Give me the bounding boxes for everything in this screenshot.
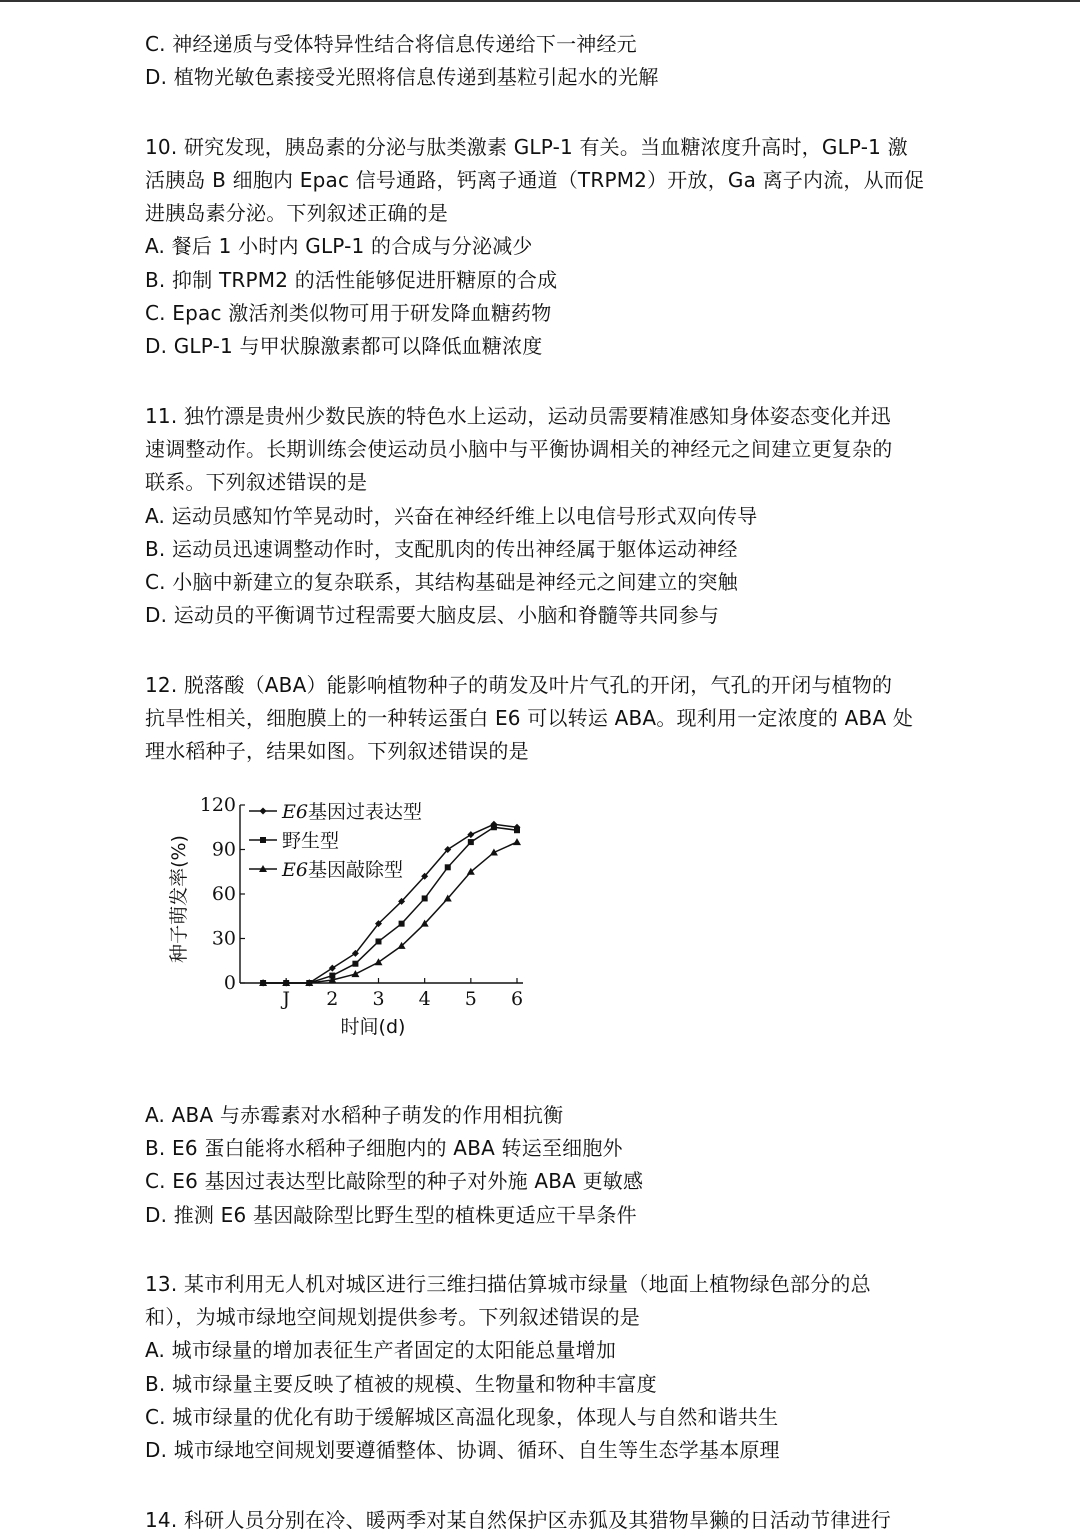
legend-label-prefix: E6 bbox=[282, 858, 308, 881]
x-tick-label: 3 bbox=[372, 987, 385, 1010]
q9-option-d: D. 植物光敏色素接受光照将信息传递到基粒引起水的光解 bbox=[145, 65, 659, 90]
legend-label bbox=[281, 859, 403, 881]
data-point bbox=[375, 958, 383, 965]
data-point bbox=[468, 839, 474, 845]
q13-option-c: C. 城市绿量的优化有助于缓解城区高温化现象，体现人与自然和谐共生 bbox=[145, 1405, 779, 1430]
data-point bbox=[422, 895, 428, 901]
y-tick-label: 0 bbox=[223, 971, 236, 994]
x-tick-label: 5 bbox=[464, 987, 477, 1010]
q10-stem-line: 进胰岛素分泌。下列叙述正确的是 bbox=[145, 201, 448, 226]
q11-option-a: A. 运动员感知竹竿晃动时，兴奋在神经纤维上以电信号形式双向传导 bbox=[145, 503, 758, 528]
question-12 bbox=[145, 669, 975, 1232]
q13-option-a: A. 城市绿量的增加表征生产者固定的太阳能总量增加 bbox=[145, 1338, 617, 1363]
data-point bbox=[376, 938, 382, 944]
q10-option-c: C. Epac 激活剂类似物可用于研发降血糖药物 bbox=[145, 301, 552, 326]
legend-marker bbox=[260, 837, 266, 843]
legend-label-suffix: 基因敲除型 bbox=[307, 858, 403, 881]
q10-stem-line: 活胰岛 B 细胞内 Epac 信号通路，钙离子通道（TRPM2）开放，Ga 离子内流，从而促 bbox=[145, 167, 925, 192]
y-axis-label: 种子萌发率(%) bbox=[168, 834, 190, 963]
q14-stem-line: 14. 科研人员分别在冷、暖两季对某自然保护区赤狐及其猎物旱獭的日活动节律进行 bbox=[145, 1507, 891, 1532]
data-point bbox=[491, 824, 497, 830]
x-tick-label: 4 bbox=[418, 987, 431, 1010]
data-point bbox=[445, 864, 451, 870]
legend-label-suffix: 野生型 bbox=[282, 829, 340, 852]
q11-stem-line: 速调整动作。长期训练会使运动员小脑中与平衡协调相关的神经元之间建立更复杂的 bbox=[145, 436, 893, 461]
q12-option-b: B. E6 蛋白能将水稻种子细胞内的 ABA 转运至细胞外 bbox=[145, 1135, 623, 1160]
q12-stem-line: 理水稻种子，结果如图。下列叙述错误的是 bbox=[145, 739, 529, 764]
legend-label-suffix: 基因过表达型 bbox=[307, 800, 422, 823]
q13-option-b: B. 城市绿量主要反映了植被的规模、生物量和物种丰富度 bbox=[145, 1371, 657, 1396]
q11-stem-line: 联系。下列叙述错误的是 bbox=[145, 470, 368, 495]
data-point bbox=[399, 920, 405, 926]
legend-marker bbox=[260, 807, 267, 814]
exam-page bbox=[145, 28, 975, 1537]
x-tick-label: J bbox=[282, 987, 290, 1010]
q11-option-c: C. 小脑中新建立的复杂联系，其结构基础是神经元之间建立的突触 bbox=[145, 570, 738, 595]
data-point bbox=[513, 838, 521, 845]
y-tick-label: 60 bbox=[211, 882, 236, 905]
germination-chart-svg bbox=[145, 791, 565, 1091]
top-border-line bbox=[0, 0, 1080, 2]
q12-stem-line: 抗旱性相关，细胞膜上的一种转运蛋白 E6 可以转运 ABA。现利用一定浓度的 ABA 处 bbox=[145, 706, 914, 731]
x-tick-label: 2 bbox=[326, 987, 339, 1010]
q10-option-a: A. 餐后 1 小时内 GLP-1 的合成与分泌减少 bbox=[145, 234, 533, 259]
y-tick-label: 30 bbox=[211, 927, 236, 950]
y-tick-label: 90 bbox=[211, 838, 236, 861]
question-10 bbox=[145, 131, 975, 364]
data-point bbox=[352, 960, 358, 966]
q13-stem-line: 和），为城市绿地空间规划提供参考。下列叙述错误的是 bbox=[145, 1305, 640, 1330]
legend-label bbox=[282, 830, 339, 852]
legend-label-prefix: E6 bbox=[282, 800, 308, 823]
q12-option-c: C. E6 基因过表达型比敲除型的种子对外施 ABA 更敏感 bbox=[145, 1169, 644, 1194]
y-tick-label: 120 bbox=[199, 793, 236, 816]
x-tick-label: 6 bbox=[510, 987, 524, 1010]
data-point bbox=[514, 827, 520, 833]
q11-option-d: D. 运动员的平衡调节过程需要大脑皮层、小脑和脊髓等共同参与 bbox=[145, 603, 720, 628]
q12-option-d: D. 推测 E6 基因敲除型比野生型的植株更适应干旱条件 bbox=[145, 1202, 637, 1227]
q10-option-d: D. GLP-1 与甲状腺激素都可以降低血糖浓度 bbox=[145, 334, 543, 359]
q12-stem-line: 12. 脱落酸（ABA）能影响植物种子的萌发及叶片气孔的开闭，气孔的开闭与植物的 bbox=[145, 672, 893, 697]
question-9-tail bbox=[145, 28, 975, 95]
data-point bbox=[351, 970, 359, 977]
x-axis-label: 时间(d) bbox=[340, 1015, 406, 1038]
question-11 bbox=[145, 400, 975, 633]
q11-stem-line: 11. 独竹漂是贵州少数民族的特色水上运动，运动员需要精准感知身体姿态变化并迅 bbox=[145, 403, 891, 428]
germination-chart bbox=[145, 791, 565, 1091]
q10-option-b: B. 抑制 TRPM2 的活性能够促进肝糖原的合成 bbox=[145, 267, 558, 292]
q11-option-b: B. 运动员迅速调整动作时，支配肌肉的传出神经属于躯体运动神经 bbox=[145, 536, 738, 561]
q9-option-c: C. 神经递质与受体特异性结合将信息传递给下一神经元 bbox=[145, 32, 637, 56]
question-14 bbox=[145, 1504, 975, 1537]
question-13 bbox=[145, 1268, 975, 1468]
q12-option-a: A. ABA 与赤霉素对水稻种子萌发的作用相抗衡 bbox=[145, 1102, 564, 1127]
q10-stem-line: 10. 研究发现，胰岛素的分泌与肽类激素 GLP-1 有关。当血糖浓度升高时，GLP-1 激 bbox=[145, 134, 908, 159]
q13-stem-line: 13. 某市利用无人机对城区进行三维扫描估算城市绿量（地面上植物绿色部分的总 bbox=[145, 1271, 871, 1296]
q13-option-d: D. 城市绿地空间规划要遵循整体、协调、循环、自生等生态学基本原理 bbox=[145, 1438, 780, 1463]
legend-label bbox=[281, 801, 422, 823]
